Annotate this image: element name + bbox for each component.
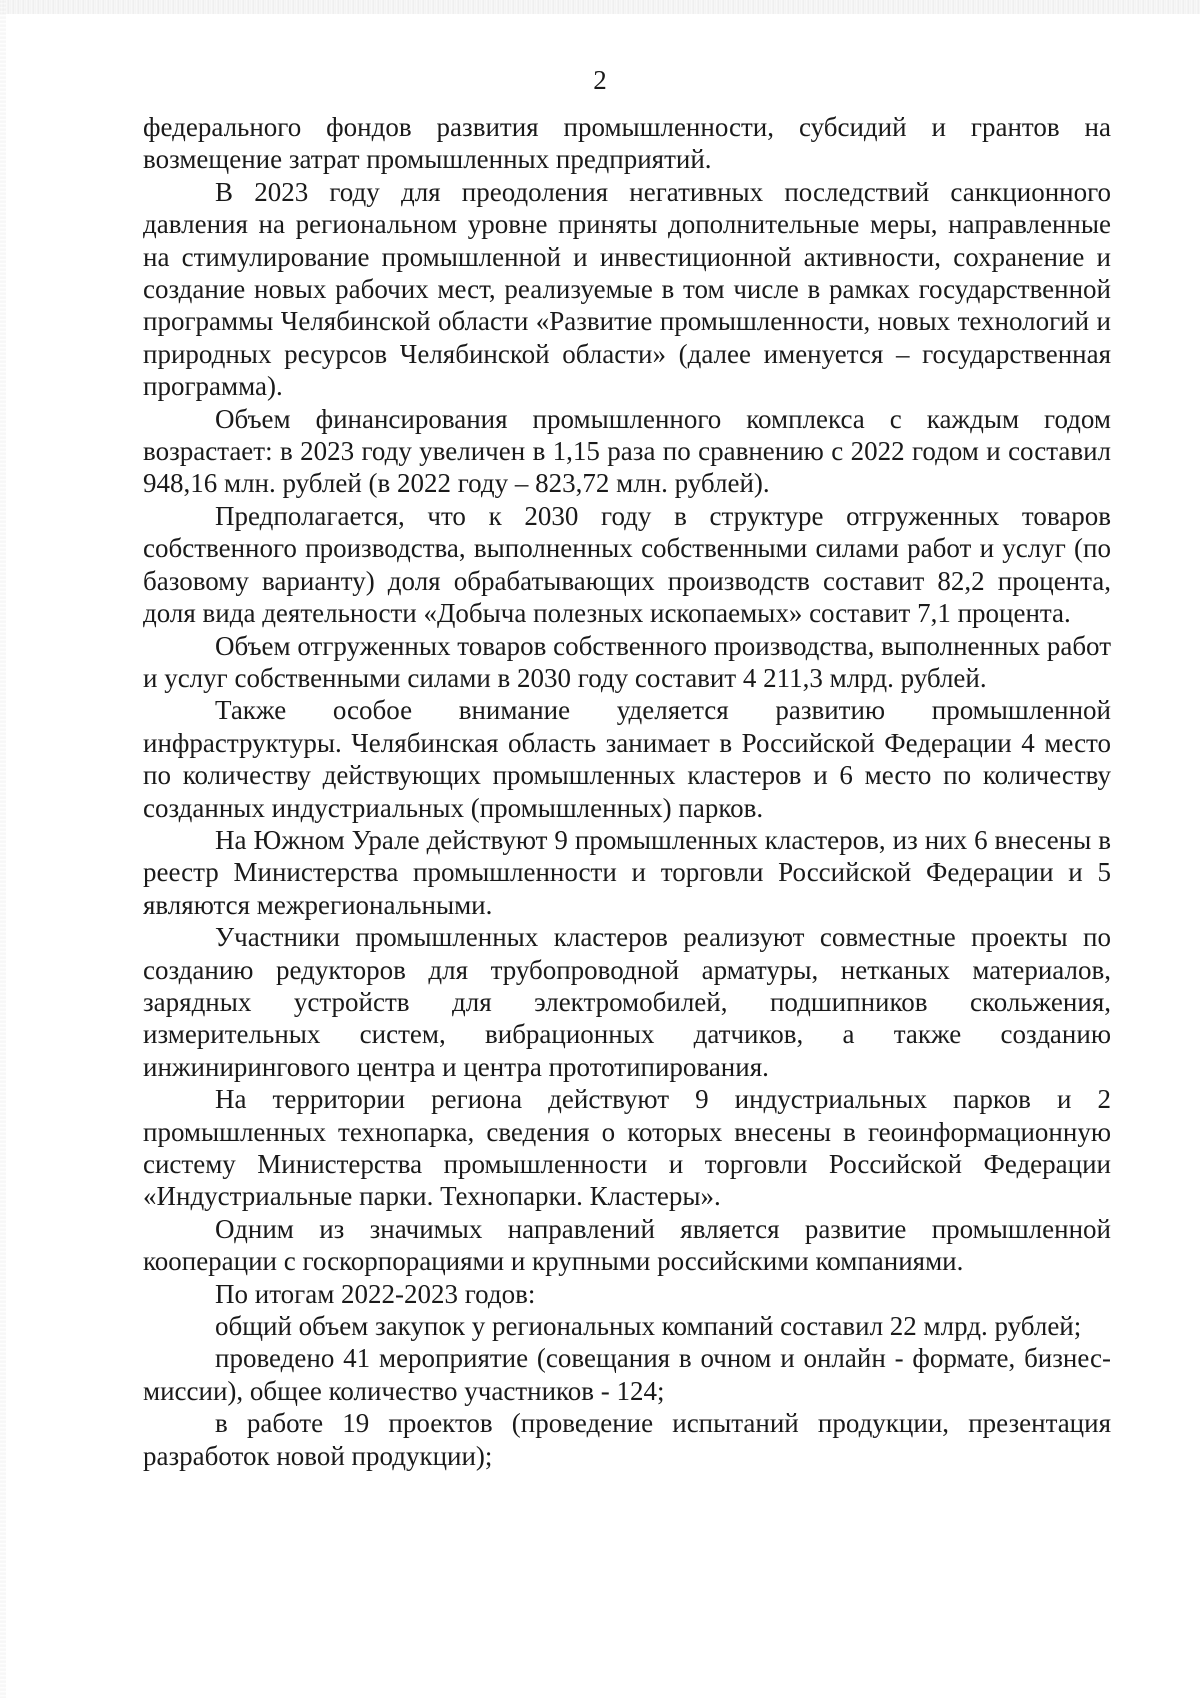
list-item: проведено 41 мероприятие (совещания в очном и онлайн - формате, бизнес-миссии), общее количество участников - 124; bbox=[143, 1343, 1111, 1406]
page-number: 2 bbox=[593, 65, 607, 95]
list-item: общий объем закупок у региональных компаний составил 22 млрд. рублей; bbox=[215, 1311, 1082, 1342]
list-item: в работе 19 проектов (проведение испытаний продукции, презентация разработок новой продукции); bbox=[143, 1408, 1111, 1471]
paragraph: Участники промышленных кластеров реализуют совместные проекты по созданию редукторов для трубопроводной арматуры, нетканых материалов, зарядных устройств для электромобилей, подшипников скольжения, измерительных систем, вибрационных датчиков, а также созданию инжинирингового центра и центра прототипирования. bbox=[143, 922, 1111, 1082]
paragraph: Предполагается, что к 2030 году в структуре отгруженных товаров собственного производства, выполненных собственными силами работ и услуг (по базовому варианту) доля обрабатывающих производств составит 82,2 процента, доля вида деятельности «Добыча полезных ископаемых» составит 7,1 процента. bbox=[143, 500, 1111, 629]
paragraph: Объем финансирования промышленного комплекса с каждым годом возрастает: в 2023 году увеличен в 1,15 раза по сравнению с 2022 годом и составил 948,16 млн. рублей (в 2022 году – 823,72 млн. рублей). bbox=[143, 403, 1111, 499]
paragraph: На территории региона действуют 9 индустриальных парков и 2 промышленных технопарка, сведения о которых внесены в геоинформационную систему Министерства промышленности и торговли Российской Федерации «Индустриальные парки. Технопарки. Кластеры». bbox=[143, 1084, 1111, 1212]
scan-edge-top bbox=[0, 0, 1200, 14]
paragraph: На Южном Урале действуют 9 промышленных кластеров, из них 6 внесены в реестр Министерства промышленности и торговли Российской Федерации и 5 являются межрегиональными. bbox=[143, 824, 1111, 920]
paragraph: федерального фондов развития промышленности, субсидий и грантов на возмещение затрат промышленных предприятий. bbox=[143, 112, 1111, 175]
paragraph: Объем отгруженных товаров собственного производства, выполненных работ и услуг собственными силами в 2030 году составит 4 211,3 млрд. рублей. bbox=[143, 630, 1111, 693]
paragraph: В 2023 году для преодоления негативных последствий санкционного давления на региональном уровне приняты дополнительные меры, направленные на стимулирование промышленной и инвестиционной активности, сохранение и создание новых рабочих мест, реализуемые в том числе в рамках государственной программы Челябинской области «Развитие промышленности, новых технологий и природных ресурсов Челябинской области» (далее именуется – государственная программа). bbox=[143, 176, 1111, 402]
paragraph: Также особое внимание уделяется развитию промышленной инфраструктуры. Челябинская область занимает в Российской Федерации 4 место по количеству действующих промышленных кластеров и 6 место по количеству созданных индустриальных (промышленных) парков. bbox=[143, 695, 1111, 823]
document-body bbox=[143, 111, 1111, 1472]
paragraph: По итогам 2022-2023 годов: bbox=[215, 1278, 536, 1309]
paragraph: Одним из значимых направлений является развитие промышленной кооперации с госкорпорациями и крупными российскими компаниями. bbox=[143, 1213, 1111, 1277]
scan-edge-left bbox=[0, 0, 6, 1698]
